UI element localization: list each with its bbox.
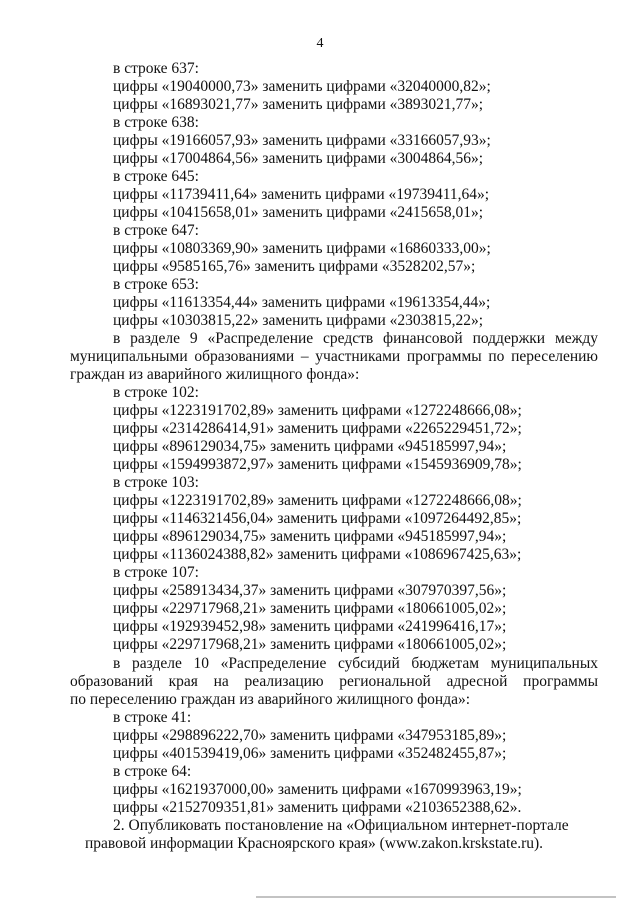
replacement-line: цифры «10303815,22» заменить цифрами «2303815,22»;: [113, 312, 484, 329]
replacement-line: цифры «1621937000,00» заменить цифрами «1670993963,19»;: [113, 781, 522, 798]
replacement-line: цифры «9585165,76» заменить цифрами «3528202,57»;: [113, 258, 476, 275]
row-heading: в строке 637:: [113, 60, 199, 77]
section-9-paragraph-line: граждан из аварийного жилищного фонда»:: [70, 366, 360, 383]
replacement-line: цифры «1146321456,04» заменить цифрами «1097264492,85»;: [113, 510, 522, 527]
replacement-line: цифры «229717968,21» заменить цифрами «180661005,02»;: [113, 600, 507, 617]
replacement-line: цифры «2152709351,81» заменить цифрами «2103652388,62».: [113, 799, 522, 816]
row-heading: в строке 647:: [113, 222, 199, 239]
row-heading: в строке 41:: [113, 709, 192, 726]
replacement-line: цифры «10803369,90» заменить цифрами «16860333,00»;: [113, 240, 491, 257]
replacement-line: цифры «10415658,01» заменить цифрами «2415658,01»;: [113, 204, 484, 221]
replacement-line: цифры «192939452,98» заменить цифрами «241996416,17»;: [113, 618, 507, 635]
replacement-line: цифры «17004864,56» заменить цифрами «3004864,56»;: [113, 150, 484, 167]
replacement-line: цифры «1594993872,97» заменить цифрами «1545936909,78»;: [113, 456, 522, 473]
section-10-paragraph-line: в разделе 10 «Распределение субсидий бюджетам муниципальных: [113, 655, 598, 672]
page-number: 4: [316, 36, 324, 51]
replacement-line: цифры «401539419,06» заменить цифрами «352482455,87»;: [113, 745, 507, 762]
publication-paragraph-line: 2. Опубликовать постановление на «Официальном интернет-портале: [113, 817, 569, 834]
scan-edge-line: [256, 896, 616, 898]
row-heading: в строке 653:: [113, 276, 199, 293]
row-heading: в строке 107:: [113, 564, 199, 581]
replacement-line: цифры «11613354,44» заменить цифрами «19613354,44»;: [113, 294, 491, 311]
section-10-paragraph-line: по переселению граждан из аварийного жилищного фонда»:: [70, 691, 471, 708]
replacement-line: цифры «2314286414,91» заменить цифрами «2265229451,72»;: [113, 420, 522, 437]
replacement-line: цифры «298896222,70» заменить цифрами «347953185,89»;: [113, 727, 507, 744]
section-9-paragraph-line: в разделе 9 «Распределение средств финансовой поддержки между: [113, 330, 598, 347]
row-heading: в строке 102:: [113, 384, 199, 401]
row-heading: в строке 103:: [113, 474, 199, 491]
replacement-line: цифры «258913434,37» заменить цифрами «307970397,56»;: [113, 582, 507, 599]
row-heading: в строке 638:: [113, 114, 199, 131]
row-heading: в строке 64:: [113, 763, 192, 780]
publication-paragraph-line: правовой информации Красноярского края» (www.zakon.krskstate.ru).: [85, 835, 544, 852]
replacement-line: цифры «1223191702,89» заменить цифрами «1272248666,08»;: [113, 492, 522, 509]
replacement-line: цифры «19040000,73» заменить цифрами «32040000,82»;: [113, 78, 491, 95]
section-9-paragraph-line: муниципальными образованиями – участниками программы по переселению: [70, 348, 598, 365]
section-10-paragraph-line: образований края на реализацию региональной адресной программы: [70, 673, 598, 690]
replacement-line: цифры «19166057,93» заменить цифрами «33166057,93»;: [113, 132, 491, 149]
replacement-line: цифры «1136024388,82» заменить цифрами «1086967425,63»;: [113, 546, 522, 563]
replacement-line: цифры «11739411,64» заменить цифрами «19739411,64»;: [113, 186, 490, 203]
replacement-line: цифры «896129034,75» заменить цифрами «945185997,94»;: [113, 438, 507, 455]
replacement-line: цифры «1223191702,89» заменить цифрами «1272248666,08»;: [113, 402, 522, 419]
row-heading: в строке 645:: [113, 168, 199, 185]
replacement-line: цифры «896129034,75» заменить цифрами «945185997,94»;: [113, 528, 507, 545]
replacement-line: цифры «229717968,21» заменить цифрами «180661005,02»;: [113, 636, 507, 653]
replacement-line: цифры «16893021,77» заменить цифрами «3893021,77»;: [113, 96, 484, 113]
